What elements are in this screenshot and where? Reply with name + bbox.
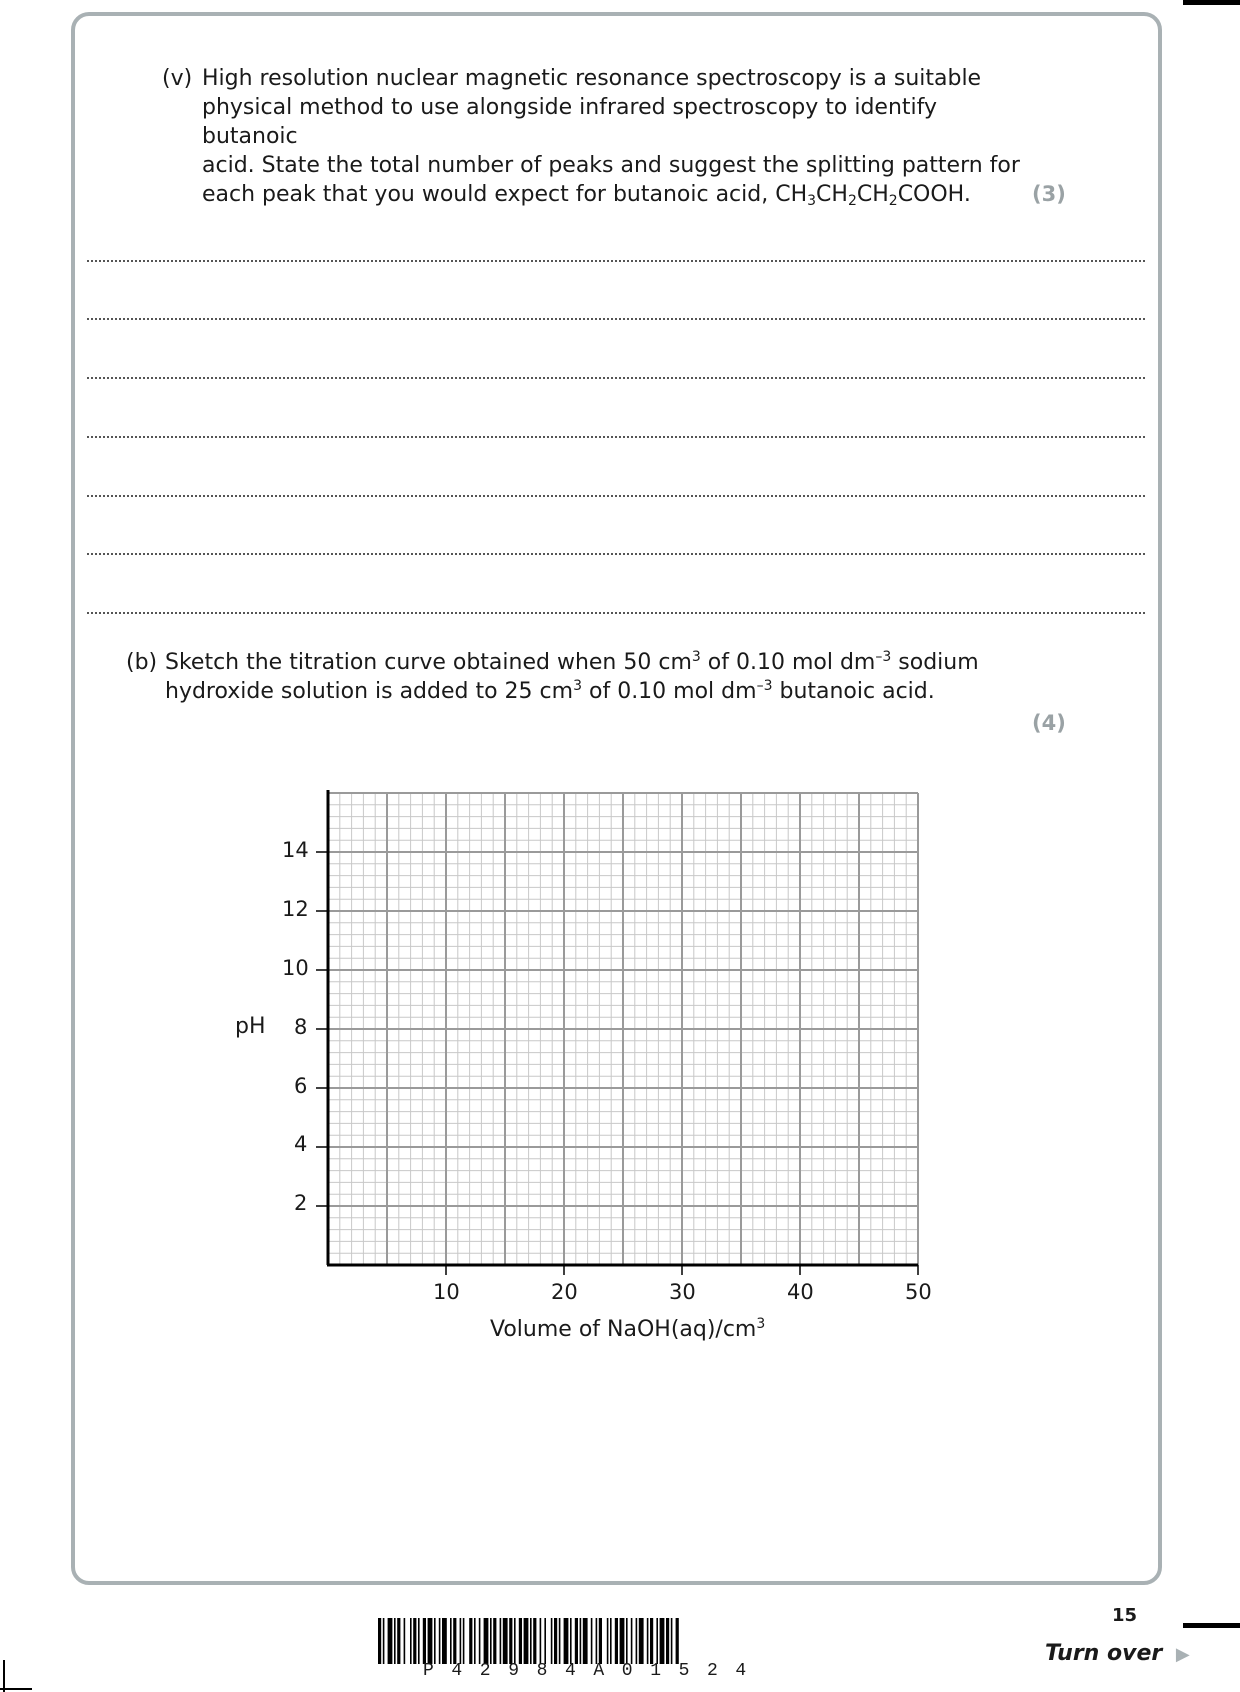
superscript: –3 [756, 678, 773, 694]
answer-line[interactable] [87, 495, 1145, 497]
barcode [378, 1618, 858, 1664]
text-run: butanoic acid. [772, 679, 935, 704]
turn-over [1045, 1641, 1190, 1666]
question-v-label: (v) [162, 66, 193, 91]
barcode-bar [404, 1618, 406, 1664]
formula-sub: 2 [888, 193, 898, 209]
formula-sub: 2 [847, 193, 857, 209]
barcode-bar [636, 1618, 638, 1664]
y-tick-label: 14 [282, 838, 309, 862]
superscript: 3 [573, 678, 582, 694]
x-tick-label: 20 [551, 1280, 578, 1304]
barcode-bar [676, 1618, 679, 1664]
answer-line[interactable] [87, 318, 1145, 320]
superscript: 3 [691, 649, 701, 665]
question-b-label: (b) [126, 650, 158, 675]
barcode-bar [394, 1618, 396, 1664]
barcode-bar [583, 1618, 588, 1664]
formula-sub: 3 [807, 193, 817, 209]
barcode-bar [615, 1618, 618, 1664]
barcode-bar [469, 1618, 472, 1664]
answer-line[interactable] [87, 612, 1145, 614]
barcode-bar [514, 1618, 516, 1664]
barcode-bar [503, 1618, 508, 1664]
superscript: –3 [875, 649, 892, 665]
barcode-bar [610, 1618, 612, 1664]
barcode-bar [383, 1618, 385, 1664]
question-b-line-2 [165, 677, 1006, 706]
barcode-bar [509, 1618, 512, 1664]
y-tick-label: 8 [294, 1015, 308, 1039]
x-tick-label: 30 [669, 1280, 696, 1304]
barcode-bar [493, 1618, 496, 1664]
barcode-bar [524, 1618, 529, 1664]
barcode-bar [418, 1618, 420, 1664]
barcode-bar [559, 1618, 561, 1664]
barcode-bar [591, 1618, 593, 1664]
barcode-bar [580, 1618, 582, 1664]
text-run: of 0.10 mol dm [700, 650, 876, 675]
barcode-bar [453, 1618, 456, 1664]
turn-over-label: Turn over [1045, 1641, 1163, 1666]
x-tick-label: 40 [787, 1280, 814, 1304]
text-run: Sketch the titration curve obtained when 50 cm [165, 650, 692, 675]
line-4-prefix: each peak that you would expect for butanoic acid, CH [202, 182, 808, 207]
question-v-line-2: physical method to use alongside infrared spectroscopy to identify butanoic [202, 95, 938, 149]
barcode-bar [666, 1618, 669, 1664]
barcode-bar [647, 1618, 649, 1664]
x-tick-label: 10 [433, 1280, 460, 1304]
page-number: 15 [1112, 1605, 1138, 1626]
barcode-bar [533, 1618, 536, 1664]
y-tick-label: 6 [294, 1074, 308, 1098]
barcode-bar [650, 1618, 653, 1664]
marks-b: (4) [1032, 711, 1066, 735]
barcode-bar [551, 1618, 553, 1664]
barcode-bar [410, 1618, 412, 1664]
page-frame [71, 12, 1162, 1585]
barcode-bar [660, 1618, 665, 1664]
barcode-bar [599, 1618, 602, 1664]
question-b-line-1 [165, 648, 1006, 677]
x-axis-title-sup: 3 [756, 1316, 766, 1332]
y-tick-label: 2 [294, 1191, 308, 1215]
barcode-bar [540, 1618, 542, 1664]
question-v [162, 64, 1022, 209]
formula-ch: CH [816, 182, 848, 207]
barcode-bar [460, 1618, 462, 1664]
question-v-line-3: acid. State the total number of peaks and suggest the splitting pattern for [202, 153, 1020, 178]
barcode-bar [639, 1618, 644, 1664]
barcode-bar [564, 1618, 569, 1664]
answer-line[interactable] [87, 553, 1145, 555]
barcode-text: P42984A01524 [423, 1661, 764, 1681]
barcode-bar [442, 1618, 447, 1664]
barcode-bar [631, 1618, 633, 1664]
question-v-line-4 [202, 180, 1022, 209]
y-axis-title: pH [235, 1014, 266, 1039]
barcode-bar [474, 1618, 476, 1664]
y-tick-label: 4 [294, 1132, 308, 1156]
barcode-bar [490, 1618, 492, 1664]
text-run: sodium [891, 650, 979, 675]
barcode-bar [463, 1618, 465, 1664]
registration-mark-bottom-left-h [0, 1688, 32, 1690]
barcode-bar [388, 1618, 393, 1664]
barcode-bar [570, 1618, 572, 1664]
formula-ch: CH [856, 182, 889, 207]
x-tick-label: 50 [905, 1280, 932, 1304]
x-axis-title [490, 1317, 765, 1342]
y-tick-label: 10 [282, 956, 309, 980]
arrow-right-icon: ▶ [1175, 1644, 1190, 1665]
answer-line[interactable] [87, 436, 1145, 438]
barcode-bar [484, 1618, 489, 1664]
text-run: of 0.10 mol dm [582, 679, 757, 704]
barcode-bar [626, 1618, 628, 1664]
barcode-bar [397, 1618, 400, 1664]
formula-tail: COOH. [897, 182, 971, 207]
barcode-bar [530, 1618, 532, 1664]
answer-line[interactable] [87, 260, 1145, 262]
barcode-bar [607, 1618, 609, 1664]
x-axis-title-text: Volume of NaOH(aq)/cm [490, 1317, 757, 1342]
barcode-bar [519, 1618, 522, 1664]
barcode-bar [413, 1618, 416, 1664]
registration-mark-bottom-right [1183, 1623, 1240, 1628]
barcode-bar [450, 1618, 452, 1664]
barcode-bar [500, 1618, 502, 1664]
barcode-bar [554, 1618, 557, 1664]
barcode-bar [428, 1618, 433, 1664]
barcode-bar [575, 1618, 578, 1664]
y-tick-label: 12 [282, 897, 309, 921]
question-v-line-1: High resolution nuclear magnetic resonance spectroscopy is a suitable [202, 66, 982, 91]
marks-v: (3) [1032, 182, 1066, 206]
barcode-bar [479, 1618, 481, 1664]
answer-line[interactable] [87, 377, 1145, 379]
barcode-bar [596, 1618, 598, 1664]
text-run: hydroxide solution is added to 25 cm [165, 679, 574, 704]
barcode-bar [423, 1618, 426, 1664]
barcode-bar [620, 1618, 625, 1664]
question-b [126, 648, 1006, 706]
barcode-bar [434, 1618, 436, 1664]
barcode-bar [378, 1618, 381, 1664]
barcode-bar [544, 1618, 546, 1664]
barcode-bar [671, 1618, 673, 1664]
registration-mark-top-right [1183, 0, 1240, 5]
barcode-bar [656, 1618, 658, 1664]
barcode-bar [439, 1618, 441, 1664]
